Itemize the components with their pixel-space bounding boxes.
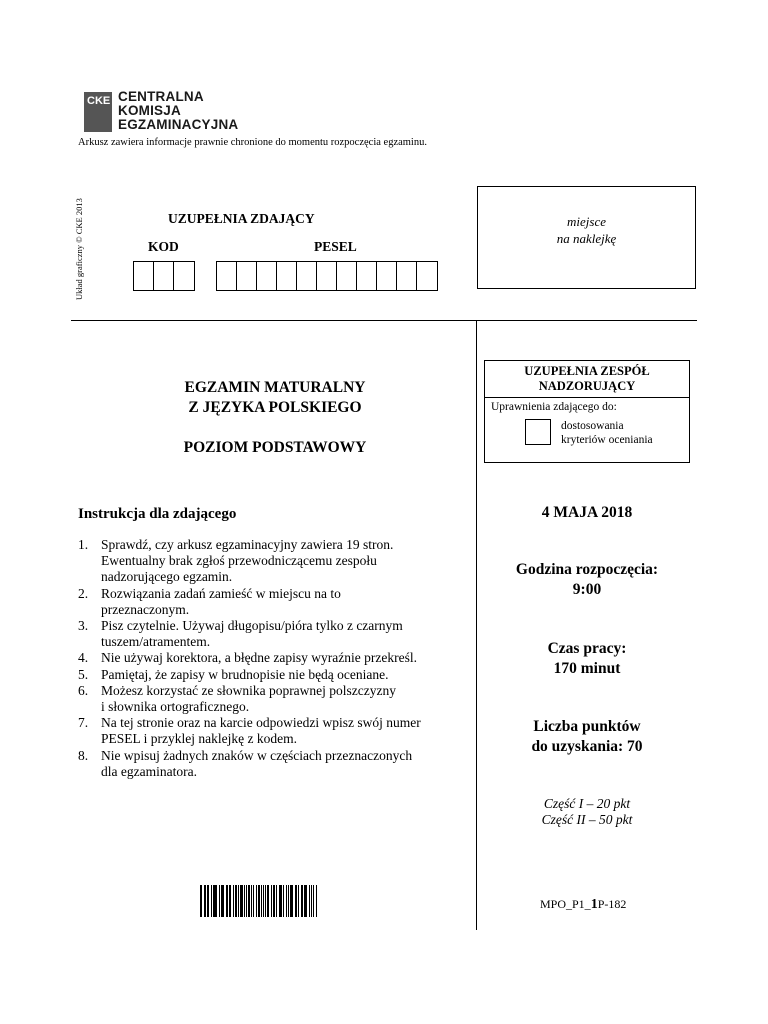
exam-date: 4 MAJA 2018 [541, 504, 633, 521]
instructions-heading: Instrukcja dla zdającego [78, 506, 237, 522]
start-time-label: Godzina rozpoczęcia: [515, 561, 659, 578]
instruction-item [78, 537, 473, 586]
points-value: do uzyskania: 70 [531, 738, 643, 755]
logo-line: EGZAMINACYJNA [118, 117, 239, 132]
start-time-value: 9:00 [572, 581, 602, 598]
barcode-bar [251, 885, 252, 917]
copyright-note: Układ graficzny © CKE 2013 [74, 198, 84, 300]
supervisors-title-line1: UZUPEŁNIA ZESPÓŁ [524, 364, 650, 378]
barcode-bar [222, 885, 224, 917]
instruction-line: dla egzaminatora. [101, 763, 197, 779]
instruction-number: 8. [78, 747, 89, 763]
barcode-bar [233, 885, 234, 917]
kod-field[interactable] [133, 261, 195, 291]
instruction-line: nadzorującego egzamin. [101, 569, 233, 585]
pesel-digit-box[interactable] [297, 262, 317, 290]
sticker-text-line2: na naklejkę [556, 231, 617, 246]
barcode-bar [235, 885, 237, 917]
pesel-digit-box[interactable] [397, 262, 417, 290]
criteria-adjustment-label [561, 419, 653, 447]
barcode-bar [246, 885, 247, 917]
barcode-bar [261, 885, 262, 917]
instruction-item [78, 618, 473, 650]
part2-points: Część II – 50 pkt [541, 812, 633, 827]
exam-code-prefix: MPO_P1_ [540, 897, 591, 911]
barcode-bar [295, 885, 296, 917]
barcode-bar [230, 885, 231, 917]
logo-line: KOMISJA [118, 103, 181, 118]
barcode-bar [309, 885, 310, 917]
instruction-line: Nie wpisuj żadnych znaków w częściach przeznaczonych [101, 747, 413, 763]
criteria-label-line1: dostosowania [561, 420, 624, 432]
criteria-label-line2: kryteriów oceniania [561, 434, 653, 446]
instruction-line: Rozwiązania zadań zamieść w miejscu na to [101, 585, 341, 601]
barcode-bar [296, 885, 297, 917]
duration-block [486, 639, 688, 679]
barcode-bar [280, 885, 282, 917]
barcode-bar [240, 885, 242, 917]
instruction-number: 5. [78, 666, 89, 682]
instruction-line: Nie używaj korektora, a błędne zapisy wyraźnie przekreśl. [101, 650, 417, 666]
criteria-adjustment-checkbox[interactable] [525, 419, 551, 445]
barcode-bar [214, 885, 216, 917]
barcode-bar [200, 885, 202, 917]
logo-text [118, 90, 238, 132]
kod-label: KOD [148, 239, 179, 254]
barcode-bar [273, 885, 275, 917]
barcode-bar [219, 885, 220, 917]
exam-level: POZIOM PODSTAWOWY [183, 439, 367, 456]
horizontal-divider [71, 320, 697, 321]
barcode-bar [290, 885, 292, 917]
pesel-digit-box[interactable] [417, 262, 437, 290]
duration-value: 170 minut [553, 660, 621, 677]
exam-code-emph: 1 [590, 897, 598, 912]
barcode-bar [265, 885, 266, 917]
instruction-line: Pisz czytelnie. Używaj długopisu/pióra tylko z czarnym [101, 618, 403, 634]
vertical-divider [476, 320, 477, 930]
supervisors-box [484, 360, 690, 463]
instruction-line: Ewentualny brak zgłoś przewodniczącemu zespołu [101, 553, 377, 569]
kod-digit-box[interactable] [174, 262, 194, 290]
barcode-bar [283, 885, 284, 917]
pesel-digit-box[interactable] [257, 262, 277, 290]
barcode-bar [313, 885, 315, 917]
barcode-bar [248, 885, 250, 917]
part1-points: Część I – 20 pkt [543, 796, 631, 811]
kod-digit-box[interactable] [154, 262, 174, 290]
exam-title-line1: EGZAMIN MATURALNY [184, 379, 366, 396]
barcode-bar [244, 885, 245, 917]
pesel-label: PESEL [314, 239, 357, 254]
barcode-bar [279, 885, 280, 917]
exam-code-suffix: P-182 [597, 897, 627, 911]
logo-mark-text: CKE [87, 95, 111, 107]
barcode-bar [311, 885, 312, 917]
instruction-number: 3. [78, 618, 89, 634]
instruction-line: Pamiętaj, że zapisy w brudnopisie nie będą oceniane. [101, 666, 389, 682]
exam-title [120, 378, 430, 418]
instruction-item [78, 650, 473, 666]
barcode-bar [316, 885, 317, 917]
supervisors-title-line2: NADZORUJĄCY [538, 379, 636, 393]
exam-code [540, 897, 626, 913]
barcode-bar [211, 885, 212, 917]
barcode-bar [221, 885, 222, 917]
instruction-item [78, 586, 473, 618]
barcode-bar [286, 885, 287, 917]
instruction-item [78, 748, 473, 780]
barcode-bar [301, 885, 303, 917]
barcode-bar [267, 885, 269, 917]
cke-logo [84, 90, 244, 136]
pesel-digit-box[interactable] [217, 262, 237, 290]
barcode-bar [276, 885, 277, 917]
points-block [486, 717, 688, 757]
pesel-digit-box[interactable] [337, 262, 357, 290]
instruction-item [78, 683, 473, 715]
barcode-bar [256, 885, 258, 917]
instruction-number: 4. [78, 650, 89, 666]
barcode [200, 885, 318, 917]
start-time-block [486, 560, 688, 600]
supervisors-title [485, 361, 689, 398]
candidate-section-title: UZUPEŁNIA ZDAJĄCY [168, 211, 315, 226]
barcode-bar [304, 885, 305, 917]
kod-digit-box[interactable] [134, 262, 154, 290]
barcode-bar [298, 885, 299, 917]
instruction-number: 6. [78, 682, 89, 698]
instruction-line: Możesz korzystać ze słownika poprawnej polszczyzny [101, 682, 397, 698]
pesel-digit-box[interactable] [317, 262, 337, 290]
pesel-field[interactable] [216, 261, 438, 291]
points-label: Liczba punktów [533, 718, 641, 735]
pesel-digit-box[interactable] [377, 262, 397, 290]
sticker-text-line1: miejsce [567, 214, 606, 229]
barcode-bar [305, 885, 307, 917]
barcode-bar [253, 885, 254, 917]
duration-label: Czas pracy: [547, 640, 627, 657]
barcode-bar [204, 885, 205, 917]
exam-title-line2: Z JĘZYKA POLSKIEGO [188, 399, 362, 416]
barcode-bar [229, 885, 230, 917]
logo-line: CENTRALNA [118, 89, 204, 104]
parts-breakdown [486, 796, 688, 828]
sticker-placeholder [477, 186, 696, 289]
supervisors-rights-label: Uprawnienia zdającego do: [491, 401, 617, 413]
pesel-digit-box[interactable] [237, 262, 257, 290]
barcode-bar [238, 885, 239, 917]
instruction-line: PESEL i przyklej naklejkę z kodem. [101, 731, 297, 747]
instruction-number: 7. [78, 715, 89, 731]
cke-logo-mark [84, 92, 112, 132]
instruction-line: i słownika ortograficznego. [101, 699, 250, 715]
barcode-bar [271, 885, 272, 917]
instructions-list [78, 537, 473, 780]
instruction-line: Na tej stronie oraz na karcie odpowiedzi wpisz swój numer [101, 715, 421, 731]
barcode-bar [263, 885, 264, 917]
barcode-bar [226, 885, 228, 917]
legal-notice: Arkusz zawiera informacje prawnie chronione do momentu rozpoczęcia egzaminu. [78, 137, 427, 148]
instruction-number: 2. [78, 585, 89, 601]
barcode-bar [205, 885, 206, 917]
instruction-item [78, 667, 473, 683]
barcode-bar [213, 885, 214, 917]
instruction-line: tuszem/atramentem. [101, 634, 211, 650]
barcode-bar [207, 885, 209, 917]
pesel-digit-box[interactable] [277, 262, 297, 290]
barcode-bar [258, 885, 260, 917]
instruction-line: przeznaczonym. [101, 601, 190, 617]
instruction-number: 1. [78, 537, 89, 552]
pesel-digit-box[interactable] [357, 262, 377, 290]
instruction-item [78, 715, 473, 747]
barcode-bar [288, 885, 290, 917]
instruction-line: Sprawdź, czy arkusz egzaminacyjny zawiera 19 stron. [101, 537, 394, 552]
